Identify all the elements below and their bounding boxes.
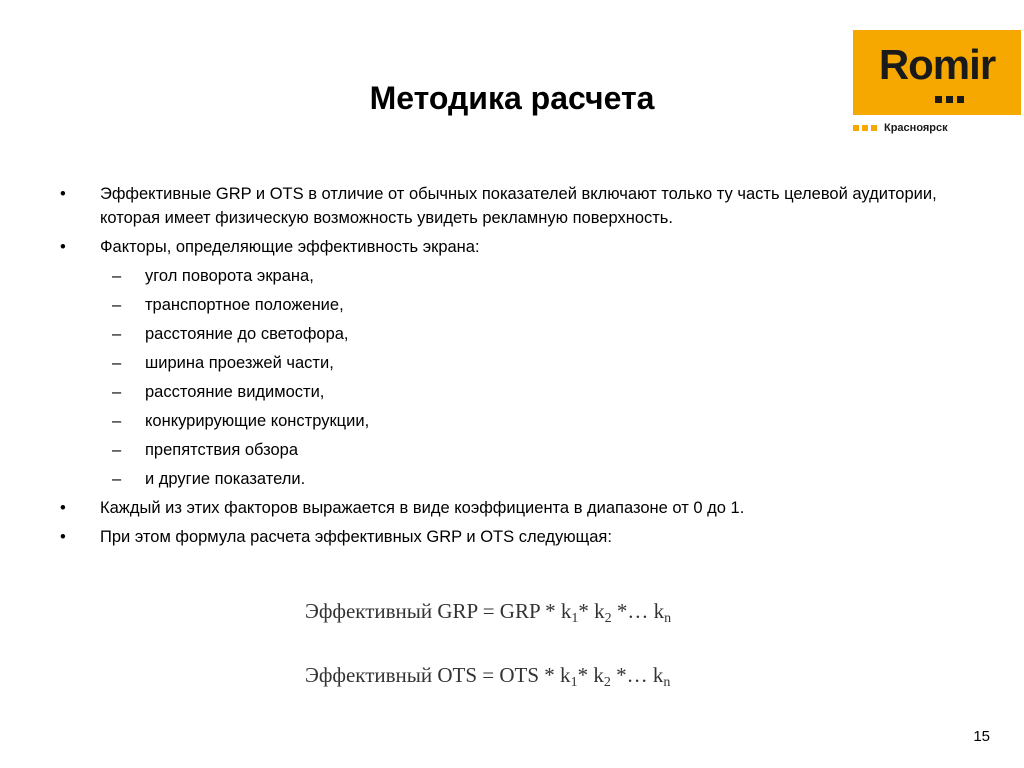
romir-logo xyxy=(853,30,1021,134)
subscript: 2 xyxy=(603,675,611,690)
formula-ots-text: * k xyxy=(577,663,604,687)
sub-bullet-item xyxy=(60,322,960,346)
logo-wordmark: Romir xyxy=(878,41,996,88)
sub-bullet-item xyxy=(60,380,960,404)
logo-square-icon xyxy=(853,125,859,131)
bullet-icon: • xyxy=(60,499,66,517)
sub-bullet-text: транспортное положение, xyxy=(145,296,344,314)
bullet-item xyxy=(60,496,960,520)
formula-grp-text: * k xyxy=(578,599,605,623)
formula-grp xyxy=(305,598,671,624)
sub-bullet-text: угол поворота экрана, xyxy=(145,267,314,285)
logo-square-icon xyxy=(862,125,868,131)
sub-bullet-item xyxy=(60,264,960,288)
slide-content xyxy=(60,182,960,554)
sub-bullet-text: расстояние до светофора, xyxy=(145,325,349,343)
dash-icon: – xyxy=(112,325,122,343)
dash-icon: – xyxy=(112,267,122,285)
dash-icon: – xyxy=(112,470,122,488)
sub-bullet-item xyxy=(60,438,960,462)
page-title: Методика расчета xyxy=(369,80,655,116)
bullet-item xyxy=(60,525,960,549)
bullet-icon: • xyxy=(60,238,66,256)
logo-city-row xyxy=(853,119,1021,134)
sub-bullet-item xyxy=(60,409,960,433)
formula-grp-text: *… k xyxy=(611,599,665,623)
formula-ots-text: *… k xyxy=(610,663,664,687)
sub-bullet-text: и другие показатели. xyxy=(145,470,306,488)
formula-ots-text: Эффективный OTS = OTS * k xyxy=(305,663,571,687)
dash-icon: – xyxy=(112,412,122,430)
logo-square-icon xyxy=(871,125,877,131)
logo-city-label: Красноярск xyxy=(884,121,948,134)
bullet-text: Эффективные GRP и OTS в отличие от обычных показателей включают только ту часть целевой аудитории, которая имеет физическую возможность увидеть рекламную поверхность. xyxy=(100,185,937,227)
dash-icon: – xyxy=(112,354,122,372)
sub-bullet-item xyxy=(60,293,960,317)
page-number: 15 xyxy=(973,728,990,745)
subscript: 1 xyxy=(571,611,579,626)
logo-dots-icon xyxy=(935,90,975,98)
subscript: n xyxy=(663,675,671,690)
sub-bullet-item xyxy=(60,467,960,491)
sub-bullet-text: ширина проезжей части, xyxy=(145,354,334,372)
subscript: 2 xyxy=(604,611,612,626)
logo-box xyxy=(853,30,1021,115)
sub-bullet-item xyxy=(60,351,960,375)
bullet-text: Каждый из этих факторов выражается в виде коэффициента в диапазоне от 0 до 1. xyxy=(100,499,745,517)
formula-grp-text: Эффективный GRP = GRP * k xyxy=(305,599,572,623)
bullet-icon: • xyxy=(60,528,66,546)
dash-icon: – xyxy=(112,441,122,459)
subscript: 1 xyxy=(570,675,578,690)
formula-ots xyxy=(305,662,670,688)
bullet-text: При этом формула расчета эффективных GRP и OTS следующая: xyxy=(100,528,612,546)
dash-icon: – xyxy=(112,296,122,314)
dash-icon: – xyxy=(112,383,122,401)
sub-bullet-text: препятствия обзора xyxy=(145,441,299,459)
bullet-text: Факторы, определяющие эффективность экрана: xyxy=(100,238,480,256)
subscript: n xyxy=(664,611,672,626)
bullet-icon: • xyxy=(60,185,66,203)
bullet-item xyxy=(60,235,960,259)
sub-bullet-text: конкурирующие конструкции, xyxy=(145,412,370,430)
sub-bullet-text: расстояние видимости, xyxy=(145,383,325,401)
bullet-item xyxy=(60,182,960,230)
